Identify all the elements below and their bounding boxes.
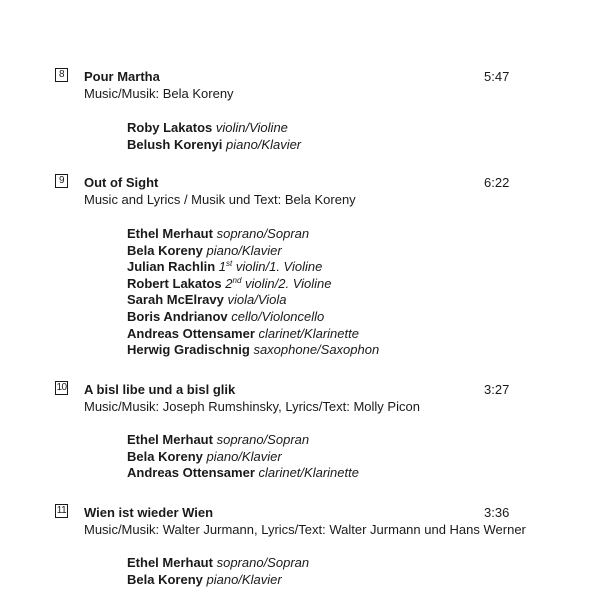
track-title: Wien ist wieder Wien: [84, 505, 214, 520]
role-text: violin/1. Violine: [232, 259, 323, 275]
performer-name: Julian Rachlin: [127, 259, 216, 275]
performer-role: piano/Klavier: [206, 448, 282, 464]
track-number-box: 11: [56, 505, 67, 516]
performer-name: Bela Koreny: [127, 571, 203, 587]
track-credit: Music and Lyrics / Musik und Text: Bela Koreny: [84, 192, 356, 207]
track-title: Pour Martha: [84, 69, 160, 84]
performer: [127, 464, 359, 481]
performer-name: Bela Koreny: [127, 448, 203, 464]
track-number-box: 10: [56, 382, 67, 393]
performer-role: viola/Viola: [227, 292, 287, 308]
performer-role: soprano/Sopran: [216, 226, 310, 241]
ordinal-number: 2: [225, 275, 233, 291]
performer: [127, 571, 309, 588]
performer-role: [219, 259, 323, 274]
performer-role: piano/Klavier: [206, 242, 282, 258]
performer: [127, 258, 379, 275]
track-duration: 3:36: [484, 505, 510, 520]
performer-role: cello/Violoncello: [231, 308, 325, 324]
performer: [127, 308, 379, 325]
performer-list: [127, 554, 309, 587]
performer-name: Roby Lakatos: [127, 120, 213, 135]
performer: [127, 554, 309, 571]
performer-name: Andreas Ottensamer: [127, 465, 255, 481]
track-title: A bisl libe und a bisl glik: [84, 382, 236, 397]
performer-list: [127, 119, 301, 152]
performer: [127, 242, 379, 259]
performer-name: Belush Korenyi: [127, 136, 223, 152]
performer-role: soprano/Sopran: [216, 555, 310, 570]
performer-role: soprano/Sopran: [216, 432, 310, 447]
performer: [127, 341, 379, 358]
performer: [127, 291, 379, 308]
performer-role: clarinet/Klarinette: [258, 465, 359, 481]
performer: [127, 225, 379, 242]
track-number-box: 8: [55, 68, 68, 82]
track-duration: 5:47: [484, 69, 510, 84]
performer: [127, 136, 301, 153]
performer-name: Bela Koreny: [127, 242, 203, 258]
performer: [127, 275, 379, 292]
performer-name: Ethel Merhaut: [127, 226, 213, 241]
ordinal-suffix: nd: [232, 275, 242, 285]
performer-role: violin/Violine: [215, 120, 288, 135]
performer-name: Herwig Gradischnig: [127, 342, 250, 358]
track-duration: 3:27: [484, 382, 510, 397]
performer: [127, 119, 301, 136]
performer-list: [127, 431, 359, 481]
performer-role: piano/Klavier: [225, 136, 302, 152]
performer-name: Ethel Merhaut: [127, 432, 213, 447]
performer-name: Robert Lakatos: [127, 275, 222, 291]
performer: [127, 431, 359, 448]
performer-list: [127, 225, 379, 358]
ordinal-number: 1: [218, 259, 226, 275]
ordinal-suffix: st: [226, 259, 233, 269]
role-text: violin/2. Violine: [241, 275, 332, 291]
performer-role: [225, 276, 331, 291]
track-title: Out of Sight: [84, 175, 159, 190]
performer-role: piano/Klavier: [206, 571, 282, 587]
track-credit: Music/Musik: Joseph Rumshinsky, Lyrics/Text: Molly Picon: [84, 399, 420, 414]
performer-name: Ethel Merhaut: [127, 555, 213, 570]
performer-role: clarinet/Klarinette: [258, 325, 359, 341]
performer: [127, 448, 359, 465]
track-credit: Music/Musik: Bela Koreny: [84, 86, 234, 101]
performer-name: Sarah McElravy: [127, 292, 224, 308]
performer: [127, 325, 379, 342]
performer-name: Andreas Ottensamer: [127, 325, 255, 341]
track-credit: Music/Musik: Walter Jurmann, Lyrics/Text: Walter Jurmann und Hans Werner: [84, 522, 526, 537]
performer-role: saxophone/Saxophon: [253, 342, 380, 358]
performer-name: Boris Andrianov: [127, 308, 228, 324]
track-number-box: 9: [55, 174, 68, 188]
track-duration: 6:22: [484, 175, 510, 190]
